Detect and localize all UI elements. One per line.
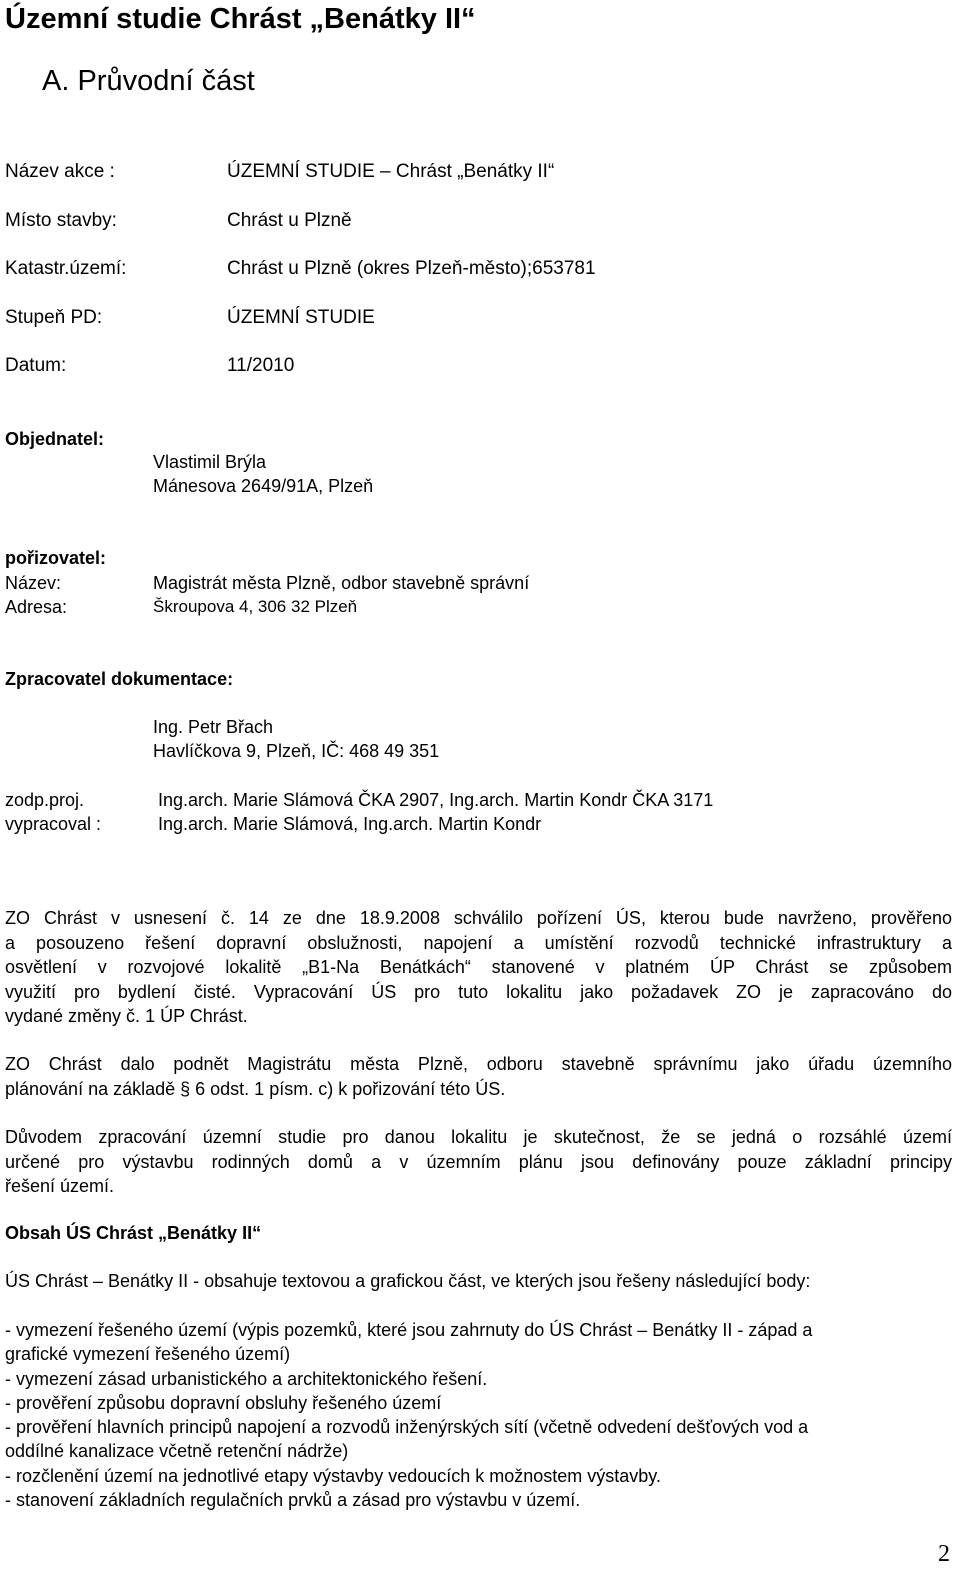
porizovatel-address-value: Škroupova 4, 306 32 Plzeň bbox=[153, 597, 358, 616]
obsah-intro: ÚS Chrást – Benátky II - obsahuje textovou a grafickou část, ve kterých jsou řešeny následující body: bbox=[5, 1271, 811, 1291]
list-item-line: - prověření způsobu dopravní obsluhy řešeného území bbox=[5, 1392, 442, 1413]
document-subtitle: A. Průvodní část bbox=[42, 65, 255, 97]
field-value-nazev-akce: ÚZEMNÍ STUDIE – Chrást „Benátky II“ bbox=[227, 161, 555, 182]
list-item-line: - vymezení zásad urbanistického a architektonického řešení. bbox=[5, 1368, 488, 1389]
zodp-proj-label: zodp.proj. bbox=[5, 790, 85, 810]
porizovatel-address-label: Adresa: bbox=[5, 597, 68, 617]
list-item bbox=[5, 1391, 955, 1415]
porizovatel-name-value: Magistrát města Plzně, odbor stavebně správní bbox=[153, 573, 530, 593]
paragraph-line: plánování na základě § 6 odst. 1 písm. c) k pořizování této ÚS. bbox=[5, 1078, 506, 1099]
paragraph-line: vydané změny č. 1 ÚP Chrást. bbox=[5, 1006, 248, 1026]
paragraph-line: ZO Chrást dalo podnět Magistrátu města Plzně, odboru stavebně správnímu jako úřadu územního bbox=[5, 1054, 952, 1074]
zpracovatel-address: Havlíčkova 9, Plzeň, IČ: 468 49 351 bbox=[153, 741, 440, 761]
list-item bbox=[5, 1318, 955, 1367]
porizovatel-heading: pořizovatel: bbox=[5, 548, 107, 568]
list-item-line: - vymezení řešeného území (výpis pozemků, které jsou zahrnuty do ÚS Chrást – Benátky II - západ a bbox=[5, 1320, 813, 1340]
field-label-datum: Datum: bbox=[5, 355, 67, 376]
list-item-line: grafické vymezení řešeného území) bbox=[5, 1344, 291, 1365]
field-value-datum: 11/2010 bbox=[227, 355, 295, 376]
objednatel-address: Mánesova 2649/91A, Plzeň bbox=[153, 476, 374, 496]
list-item bbox=[5, 1464, 955, 1488]
page-number: 2 bbox=[938, 1541, 950, 1567]
porizovatel-name-label: Název: bbox=[5, 573, 62, 593]
field-label-katastr: Katastr.území: bbox=[5, 258, 127, 279]
paragraph-line: Důvodem zpracování územní studie pro danou lokalitu je skutečnost, že se jedná o rozsáhlé území bbox=[5, 1127, 952, 1147]
paragraph-line: osvětlení v rozvojové lokalitě „B1-Na Benátkách“ stanovené v platném ÚP Chrást se způsobem bbox=[5, 957, 952, 977]
paragraph-usneseni bbox=[5, 906, 952, 1029]
list-item-line: - rozčlenění území na jednotlivé etapy výstavby vedoucích k možnostem výstavby. bbox=[5, 1465, 661, 1486]
list-item-line: - prověření hlavních principů napojení a rozvodů inženýrských sítí (včetně odvedení dešťových vod a bbox=[5, 1417, 809, 1438]
list-item-line: oddílné kanalizace včetně retenční nádrže) bbox=[5, 1441, 349, 1462]
paragraph-line: určené pro výstavbu rodinných domů a v územním plánu jsou definovány pouze základní principy bbox=[5, 1151, 952, 1172]
objednatel-name: Vlastimil Brýla bbox=[153, 452, 267, 472]
paragraph-line: řešení území. bbox=[5, 1176, 115, 1196]
list-item-line: - stanovení základních regulačních prvků a zásad pro výstavbu v území. bbox=[5, 1490, 581, 1511]
zodp-proj-value: Ing.arch. Marie Slámová ČKA 2907, Ing.arch. Martin Kondr ČKA 3171 bbox=[158, 790, 714, 810]
obsah-list bbox=[5, 1318, 955, 1512]
paragraph-line: a posouzeno řešení dopravní obslužnosti, napojení a umístění rozvodů technické infrastruktury a bbox=[5, 932, 952, 953]
zpracovatel-name: Ing. Petr Břach bbox=[153, 717, 274, 737]
field-label-stupen-pd: Stupeň PD: bbox=[5, 307, 103, 328]
vypracoval-label: vypracoval : bbox=[5, 814, 102, 834]
field-label-nazev-akce: Název akce : bbox=[5, 161, 115, 182]
paragraph-podnet bbox=[5, 1052, 952, 1101]
zpracovatel-heading: Zpracovatel dokumentace: bbox=[5, 669, 234, 689]
field-value-katastr: Chrást u Plzně (okres Plzeň-město);653781 bbox=[227, 258, 596, 279]
list-item bbox=[5, 1367, 955, 1391]
paragraph-duvod bbox=[5, 1125, 952, 1199]
field-value-stupen-pd: ÚZEMNÍ STUDIE bbox=[227, 307, 375, 328]
field-label-misto-stavby: Místo stavby: bbox=[5, 210, 117, 231]
objednatel-heading: Objednatel: bbox=[5, 429, 105, 449]
list-item bbox=[5, 1488, 955, 1512]
field-value-misto-stavby: Chrást u Plzně bbox=[227, 210, 352, 231]
paragraph-line: využití pro bydlení čisté. Vypracování ÚS pro tuto lokalitu jako požadavek ZO je zapracováno do bbox=[5, 981, 952, 1002]
vypracoval-value: Ing.arch. Marie Slámová, Ing.arch. Martin Kondr bbox=[158, 814, 542, 834]
list-item bbox=[5, 1415, 955, 1464]
paragraph-line: ZO Chrást v usnesení č. 14 ze dne 18.9.2008 schválilo pořízení ÚS, kterou bude navrženo, prověřeno bbox=[5, 908, 952, 928]
document-title: Územní studie Chrást „Benátky II“ bbox=[5, 3, 476, 35]
obsah-heading: Obsah ÚS Chrást „Benátky II“ bbox=[5, 1223, 262, 1243]
